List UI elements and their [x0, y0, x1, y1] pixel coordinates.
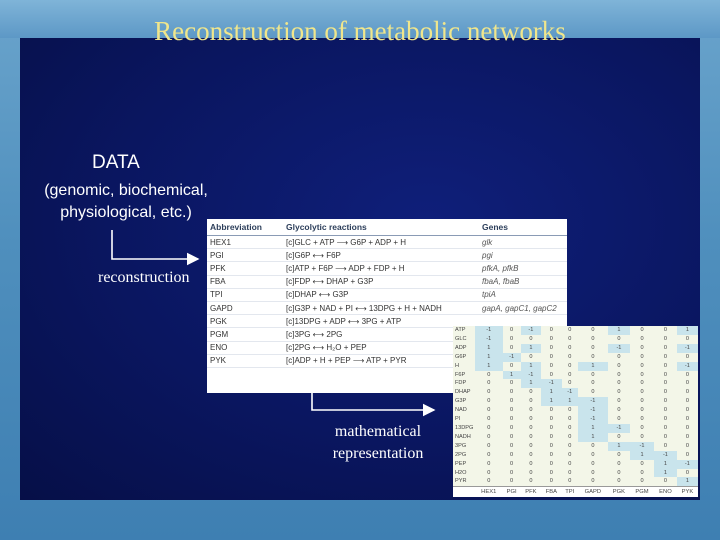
matrix-cell: 0 — [617, 478, 621, 485]
reaction-genes: gapA, gapC1, gapC2 — [479, 301, 567, 314]
matrix-cell: -1 — [677, 362, 698, 371]
matrix-cell: 0 — [663, 416, 667, 423]
matrix-cell: -1 — [541, 379, 561, 388]
matrix-row-label: PYR — [455, 478, 467, 485]
matrix-corner — [453, 487, 475, 498]
matrix-row-label: PEP — [455, 460, 467, 467]
matrix-cell: 1 — [578, 362, 608, 371]
matrix-cell: -1 — [677, 344, 698, 353]
matrix-body — [453, 326, 698, 497]
reaction-equation: [c]3PG ⟷ 2PG — [283, 328, 479, 341]
matrix-cell: 1 — [608, 442, 630, 451]
matrix-cell: 0 — [568, 478, 572, 485]
matrix-cell: 0 — [640, 398, 644, 405]
matrix-row — [453, 335, 698, 344]
matrix-cell: -1 — [521, 371, 541, 380]
reaction-genes: fbaA, fbaB — [479, 275, 567, 288]
matrix-cell: 0 — [591, 478, 595, 485]
matrix-row — [453, 469, 698, 478]
matrix-cell: -1 — [578, 406, 608, 415]
matrix-cell: 0 — [549, 407, 553, 414]
reaction-abbreviation: PGK — [207, 315, 283, 328]
matrix-row — [453, 424, 698, 433]
matrix-cell: 0 — [549, 478, 553, 485]
matrix-cell: 0 — [529, 389, 533, 396]
matrix-cell: 1 — [677, 477, 698, 486]
matrix-column-label: GAPD — [578, 487, 608, 498]
matrix-row — [453, 344, 698, 353]
matrix-cell: 0 — [568, 433, 572, 440]
matrix-cell: -1 — [475, 326, 503, 335]
matrix-cell: 0 — [529, 442, 533, 449]
matrix-row — [453, 362, 698, 371]
matrix-column-label: PGK — [608, 487, 630, 498]
matrix-column-label: FBA — [541, 487, 561, 498]
matrix-cell: 0 — [685, 353, 689, 360]
matrix-cell: 0 — [487, 424, 491, 431]
matrix-cell: 0 — [617, 433, 621, 440]
matrix-row — [453, 406, 698, 415]
reaction-genes: tpiA — [479, 288, 567, 301]
matrix-row-label: GLC — [455, 335, 467, 342]
matrix-cell: 1 — [541, 388, 561, 397]
matrix-cell: 1 — [541, 397, 561, 406]
matrix-row-label: NADH — [455, 433, 471, 440]
matrix-cell: 0 — [529, 469, 533, 476]
matrix-cell: 0 — [529, 407, 533, 414]
matrix-cell: 0 — [663, 442, 667, 449]
matrix-cell: 0 — [617, 389, 621, 396]
matrix-cell: 0 — [640, 407, 644, 414]
matrix-cell: 0 — [487, 469, 491, 476]
reaction-abbreviation: FBA — [207, 275, 283, 288]
matrix-cell: 0 — [549, 442, 553, 449]
matrix-cell: 0 — [663, 389, 667, 396]
matrix-cell: 0 — [685, 416, 689, 423]
reaction-abbreviation: ENO — [207, 341, 283, 354]
matrix-row-label: FDP — [455, 380, 467, 387]
representation-label-line-1: mathematical — [334, 423, 422, 440]
matrix-cell: -1 — [654, 451, 677, 460]
matrix-cell: 0 — [510, 407, 514, 414]
column-header-abbreviation: Abbreviation — [207, 219, 283, 236]
matrix-cell: 0 — [510, 398, 514, 405]
matrix-cell: 0 — [663, 353, 667, 360]
matrix-cell: 0 — [568, 442, 572, 449]
matrix-row — [453, 388, 698, 397]
matrix-cell: 0 — [591, 371, 595, 378]
reaction-equation: [c]G6P ⟷ F6P — [283, 249, 479, 262]
matrix-row-label: NAD — [455, 407, 467, 414]
matrix-cell: 0 — [617, 407, 621, 414]
reconstruction-label: reconstruction — [98, 269, 190, 286]
reaction-equation: [c]GLC + ATP ⟶ G6P + ADP + H — [283, 236, 479, 249]
matrix-cell: 1 — [475, 362, 503, 371]
table-row — [207, 262, 567, 275]
matrix-row — [453, 451, 698, 460]
data-heading: DATA — [92, 152, 140, 173]
matrix-row — [453, 433, 698, 442]
matrix-cell: 0 — [663, 380, 667, 387]
matrix-cell: 0 — [510, 433, 514, 440]
matrix-cell: 0 — [529, 451, 533, 458]
matrix-cell: 0 — [549, 344, 553, 351]
matrix-row — [453, 353, 698, 362]
matrix-column-label: PYK — [677, 487, 698, 498]
matrix-row — [453, 371, 698, 380]
matrix-row-label: 2PG — [455, 451, 467, 458]
reaction-equation: [c]G3P + NAD + PI ⟷ 13DPG + H + NADH — [283, 301, 479, 314]
matrix-cell: 1 — [654, 460, 677, 469]
matrix-cell: 0 — [640, 380, 644, 387]
matrix-cell: 0 — [529, 335, 533, 342]
matrix-cell: 0 — [640, 335, 644, 342]
matrix-cell: 0 — [568, 469, 572, 476]
data-subtitle-line-2: physiological, etc.) — [60, 204, 192, 221]
matrix-cell: 0 — [617, 416, 621, 423]
reaction-equation: [c]2PG ⟷ H₂O + PEP — [283, 341, 479, 354]
reaction-abbreviation: TPI — [207, 288, 283, 301]
matrix-cell: -1 — [503, 353, 521, 362]
matrix-cell: 0 — [487, 416, 491, 423]
matrix-cell: 0 — [663, 433, 667, 440]
matrix-cell: 0 — [617, 380, 621, 387]
matrix-column-label: PFK — [521, 487, 541, 498]
matrix-cell: 0 — [640, 327, 644, 333]
reaction-abbreviation: PGM — [207, 328, 283, 341]
matrix-cell: 0 — [487, 478, 491, 485]
matrix-cell: 1 — [475, 353, 503, 362]
matrix-cell: 0 — [640, 353, 644, 360]
matrix-cell: 0 — [663, 344, 667, 351]
representation-label-line-2: representation — [332, 445, 424, 462]
matrix-cell: -1 — [475, 335, 503, 344]
matrix-row — [453, 415, 698, 424]
matrix-cell: 0 — [549, 335, 553, 342]
matrix-cell: 0 — [591, 469, 595, 476]
matrix-row-label: ADP — [455, 344, 467, 351]
slide-title: Reconstruction of metabolic networks — [154, 16, 566, 46]
matrix-cell: 0 — [568, 344, 572, 351]
matrix-cell: 0 — [568, 407, 572, 414]
reaction-abbreviation: PFK — [207, 262, 283, 275]
matrix-cell: 0 — [617, 371, 621, 378]
reaction-abbreviation: PGI — [207, 249, 283, 262]
matrix-row — [453, 460, 698, 469]
matrix-cell: -1 — [521, 326, 541, 335]
matrix-column-label: ENO — [654, 487, 677, 498]
matrix-cell: 1 — [521, 362, 541, 371]
reaction-abbreviation: GAPD — [207, 301, 283, 314]
reaction-equation: [c]FDP ⟷ DHAP + G3P — [283, 275, 479, 288]
matrix-row — [453, 379, 698, 388]
matrix-cell: 0 — [510, 460, 514, 467]
matrix-cell: 0 — [510, 416, 514, 423]
matrix-cell: 0 — [568, 327, 572, 333]
matrix-cell: 1 — [608, 326, 630, 335]
reaction-equation: [c]13DPG + ADP ⟷ 3PG + ATP — [283, 315, 479, 328]
matrix-cell: -1 — [630, 442, 654, 451]
matrix-cell: 0 — [663, 335, 667, 342]
reaction-genes: pfkA, pfkB — [479, 262, 567, 275]
matrix-cell: 0 — [663, 327, 667, 333]
matrix-cell: 0 — [529, 433, 533, 440]
matrix-row-label: ATP — [455, 327, 466, 333]
matrix-cell: 0 — [685, 407, 689, 414]
matrix-column-label: TPI — [562, 487, 578, 498]
representation-label — [318, 421, 438, 465]
matrix-cell: 0 — [510, 451, 514, 458]
matrix-cell: 0 — [640, 362, 644, 369]
matrix-cell: 0 — [510, 335, 514, 342]
matrix-cell: 0 — [529, 424, 533, 431]
matrix-cell: 0 — [549, 362, 553, 369]
matrix-column-label: PGM — [630, 487, 654, 498]
matrix-cell: 0 — [591, 335, 595, 342]
table-row — [207, 288, 567, 301]
matrix-cell: 0 — [568, 416, 572, 423]
matrix-cell: 1 — [521, 344, 541, 353]
matrix-cell: 0 — [510, 327, 514, 333]
reaction-abbreviation: PYK — [207, 354, 283, 367]
matrix-cell: 1 — [578, 424, 608, 433]
matrix-cell: 0 — [591, 460, 595, 467]
matrix-cell: 0 — [487, 451, 491, 458]
matrix-cell: 0 — [640, 469, 644, 476]
matrix-cell: 0 — [487, 389, 491, 396]
matrix-cell: 0 — [510, 380, 514, 387]
matrix-cell: 0 — [487, 380, 491, 387]
matrix-row-label: H2O — [455, 469, 467, 476]
matrix-cell: 1 — [503, 371, 521, 380]
table-row — [207, 236, 567, 249]
matrix-cell: 0 — [685, 424, 689, 431]
matrix-cell: 0 — [487, 371, 491, 378]
matrix-row-label: PI — [455, 416, 461, 423]
matrix-row-label: H — [455, 362, 460, 369]
matrix-cell: -1 — [578, 415, 608, 424]
matrix-cell: 0 — [568, 335, 572, 342]
matrix-cell: 0 — [685, 433, 689, 440]
matrix-cell: 0 — [663, 407, 667, 414]
matrix-cell: 0 — [685, 469, 689, 476]
matrix-cell: 1 — [677, 326, 698, 335]
matrix-cell: 0 — [549, 371, 553, 378]
matrix-cell: 0 — [640, 344, 644, 351]
matrix-row — [453, 397, 698, 406]
matrix-cell: 0 — [685, 442, 689, 449]
matrix-cell: 0 — [510, 389, 514, 396]
matrix-cell: -1 — [578, 397, 608, 406]
matrix-cell: 1 — [630, 451, 654, 460]
matrix-cell: 0 — [568, 460, 572, 467]
matrix-cell: 0 — [549, 353, 553, 360]
matrix-cell: 0 — [568, 353, 572, 360]
matrix-row-label: 13DPG — [455, 424, 474, 431]
matrix-row — [453, 326, 698, 335]
matrix-cell: 1 — [562, 397, 578, 406]
matrix-cell: 0 — [529, 478, 533, 485]
matrix-cell: 0 — [617, 451, 621, 458]
matrix-cell: 0 — [617, 469, 621, 476]
column-header-reactions: Glycolytic reactions — [283, 219, 479, 236]
matrix-cell: 0 — [529, 398, 533, 405]
reaction-equation: [c]ATP + F6P ⟶ ADP + FDP + H — [283, 262, 479, 275]
reactions-table-header — [207, 219, 567, 236]
matrix-cell: 0 — [510, 478, 514, 485]
matrix-cell: 0 — [549, 460, 553, 467]
matrix-row-label: G6P — [455, 353, 467, 360]
reaction-genes: pgi — [479, 249, 567, 262]
matrix-cell: 0 — [640, 389, 644, 396]
matrix-cell: 0 — [663, 478, 667, 485]
matrix-cell: -1 — [608, 424, 630, 433]
matrix-cell: 0 — [663, 371, 667, 378]
matrix-cell: 0 — [529, 416, 533, 423]
matrix-cell: 0 — [591, 353, 595, 360]
matrix-cell: 0 — [568, 371, 572, 378]
representation-arrow — [312, 392, 434, 410]
matrix-cell: 0 — [591, 389, 595, 396]
matrix-cell: 0 — [568, 362, 572, 369]
matrix-column-labels — [453, 487, 698, 498]
stoichiometric-matrix-card — [453, 326, 698, 495]
matrix-cell: 0 — [591, 380, 595, 387]
matrix-cell: 1 — [475, 344, 503, 353]
matrix-cell: 0 — [591, 442, 595, 449]
matrix-cell: 0 — [617, 353, 621, 360]
matrix-cell: 0 — [617, 362, 621, 369]
matrix-cell: 0 — [568, 451, 572, 458]
reconstruction-arrow — [112, 230, 198, 259]
reaction-equation: [c]DHAP ⟷ G3P — [283, 288, 479, 301]
matrix-cell: 0 — [529, 353, 533, 360]
matrix-cell: -1 — [562, 388, 578, 397]
matrix-row — [453, 477, 698, 486]
data-subtitle-line-1: (genomic, biochemical, — [44, 182, 208, 199]
matrix-cell: 0 — [617, 398, 621, 405]
matrix-cell: 0 — [640, 424, 644, 431]
matrix-column-label: HEX1 — [475, 487, 503, 498]
matrix-row — [453, 442, 698, 451]
matrix-cell: 0 — [640, 433, 644, 440]
matrix-cell: 0 — [549, 469, 553, 476]
matrix-cell: 0 — [685, 451, 689, 458]
matrix-cell: 0 — [487, 407, 491, 414]
matrix-cell: 0 — [640, 416, 644, 423]
reaction-equation: [c]ADP + H + PEP ⟶ ATP + PYR — [283, 354, 479, 367]
matrix-row-label: G3P — [455, 398, 467, 405]
reaction-genes: glk — [479, 236, 567, 249]
matrix-cell: 0 — [640, 460, 644, 467]
matrix-cell: -1 — [677, 460, 698, 469]
matrix-cell: 0 — [591, 344, 595, 351]
matrix-cell: -1 — [608, 344, 630, 353]
matrix-cell: 0 — [685, 380, 689, 387]
matrix-cell: 0 — [568, 424, 572, 431]
matrix-cell: 0 — [617, 335, 621, 342]
matrix-cell: 0 — [685, 398, 689, 405]
matrix-cell: 0 — [487, 460, 491, 467]
matrix-cell: 0 — [529, 460, 533, 467]
matrix-cell: 0 — [685, 371, 689, 378]
matrix-cell: 0 — [663, 398, 667, 405]
matrix-cell: 0 — [510, 442, 514, 449]
matrix-cell: 0 — [685, 335, 689, 342]
matrix-cell: 0 — [663, 424, 667, 431]
matrix-row-label: F6P — [455, 371, 466, 378]
matrix-cell: 0 — [510, 362, 514, 369]
table-row — [207, 275, 567, 288]
matrix-cell: 0 — [549, 327, 553, 333]
matrix-cell: 0 — [591, 327, 595, 333]
matrix-row-label: 3PG — [455, 442, 467, 449]
table-row — [207, 249, 567, 262]
matrix-cell: 1 — [521, 379, 541, 388]
matrix-cell: 0 — [549, 424, 553, 431]
matrix-cell: 0 — [663, 362, 667, 369]
matrix-cell: 0 — [640, 371, 644, 378]
matrix-cell: 1 — [578, 433, 608, 442]
matrix-column-label: PGI — [503, 487, 521, 498]
matrix-cell: 0 — [487, 442, 491, 449]
stoichiometric-matrix — [453, 326, 698, 497]
matrix-cell: 0 — [685, 389, 689, 396]
matrix-cell: 0 — [617, 460, 621, 467]
matrix-cell: 0 — [487, 433, 491, 440]
reaction-abbreviation: HEX1 — [207, 236, 283, 249]
matrix-cell: 0 — [510, 344, 514, 351]
matrix-cell: 0 — [568, 380, 572, 387]
matrix-cell: 0 — [510, 469, 514, 476]
column-header-genes: Genes — [479, 219, 567, 236]
matrix-cell: 0 — [549, 451, 553, 458]
matrix-cell: 0 — [487, 398, 491, 405]
matrix-cell: 0 — [549, 433, 553, 440]
matrix-cell: 0 — [591, 451, 595, 458]
matrix-row-label: DHAP — [455, 389, 471, 396]
table-row — [207, 301, 567, 314]
matrix-cell: 0 — [549, 416, 553, 423]
matrix-cell: 0 — [510, 424, 514, 431]
matrix-cell: 1 — [654, 469, 677, 478]
matrix-cell: 0 — [640, 478, 644, 485]
